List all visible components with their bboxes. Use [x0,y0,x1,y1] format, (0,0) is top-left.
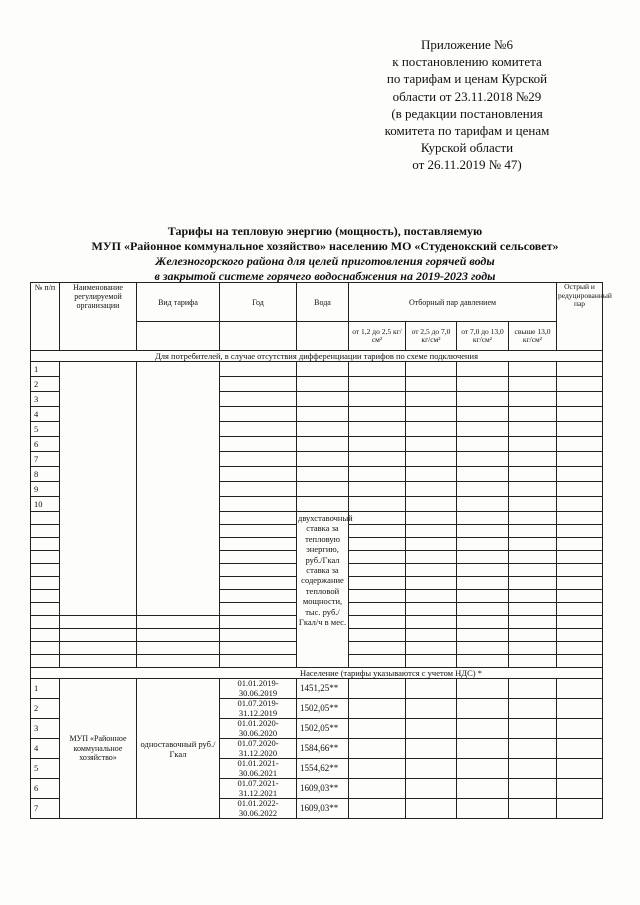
value-cell [349,799,406,819]
row-index: 1 [31,679,60,699]
value-cell [349,377,406,392]
header-cell [137,322,220,351]
value-cell [349,739,406,759]
value-cell [406,779,457,799]
row-index: 3 [31,392,60,407]
period-cell [349,577,406,590]
value-cell [349,616,406,629]
value-cell [349,407,406,422]
period-cell [220,452,297,467]
value-cell [457,719,509,739]
org-cell [220,538,297,551]
value-cell [406,799,457,819]
value-cell [406,679,457,699]
index-cell [31,603,60,616]
value-cell [557,377,603,392]
value-cell [557,679,603,699]
water-value: 1609,03** [297,799,349,819]
header-pressure: от 2,5 до 7,0 кг/см² [406,322,457,351]
title-line: Тарифы на тепловую энергию (мощность), поставляемую [167,224,483,238]
period-cell [137,616,220,629]
value-cell [509,655,557,668]
title-line: в закрытой системе горячего водоснабжения на 2019-2023 годы [154,269,496,283]
value-cell [509,392,557,407]
value-cell [557,616,603,629]
value-cell [406,577,457,590]
period-cell [220,362,297,377]
appendix-line: области от 23.11.2018 №29 [392,88,542,104]
row-index: 7 [31,452,60,467]
document-title [40,224,610,284]
value-cell [557,452,603,467]
title-line: МУП «Районное коммунальное хозяйство» населению МО «Студенокский сельсовет» [91,239,559,253]
value-cell [557,719,603,739]
row-index: 7 [31,799,60,819]
org-cell [60,616,137,629]
value-cell [297,497,349,512]
section-title: Для потребителей, в случае отсутствия дифференциации тарифов по схеме подключения [31,351,603,362]
value-cell [557,497,603,512]
value-cell [509,577,557,590]
value-cell [557,551,603,564]
value-cell [220,629,297,642]
water-value: 1554,62** [297,759,349,779]
value-cell [557,362,603,377]
water-value: 1584,66** [297,739,349,759]
period-cell [349,564,406,577]
value-cell [457,467,509,482]
value-cell [509,779,557,799]
period-cell [349,512,406,525]
value-cell [406,452,457,467]
value-cell [297,407,349,422]
appendix-line: по тарифам и ценам Курской [386,71,548,87]
value-cell [457,642,509,655]
index-cell [31,655,60,668]
value-cell [557,467,603,482]
header-steam: Отборный пар давлением [349,283,557,322]
value-cell [557,392,603,407]
value-cell [457,525,509,538]
value-cell [457,629,509,642]
value-cell [557,482,603,497]
value-cell [457,655,509,668]
value-cell [457,577,509,590]
period-cell: 01.01.2022-30.06.2022 [220,799,297,819]
value-cell [297,467,349,482]
value-cell [457,377,509,392]
value-cell [557,577,603,590]
value-cell [509,590,557,603]
period-cell [349,525,406,538]
value-cell [557,590,603,603]
index-cell [31,629,60,642]
org-cell [220,551,297,564]
org-cell [220,603,297,616]
value-cell [509,564,557,577]
two-part-label: двухставочный [298,513,353,523]
value-cell [509,467,557,482]
value-cell [457,551,509,564]
value-cell [349,467,406,482]
value-cell [509,512,557,525]
header-water: Вода [297,283,349,322]
value-cell [509,482,557,497]
water-value: 1502,05** [297,719,349,739]
value-cell [509,497,557,512]
index-cell [31,525,60,538]
value-cell [509,616,557,629]
period-cell [349,551,406,564]
header-org: Наименование регулируемой организации [60,283,137,351]
title-line: Железногорского района для целей приготовления горячей воды [155,254,495,268]
value-cell [349,482,406,497]
value-cell [457,437,509,452]
value-cell [406,407,457,422]
value-cell [557,779,603,799]
appendix-line: (в редакции постановления [391,105,543,121]
value-cell [509,422,557,437]
row-index: 4 [31,739,60,759]
value-cell [406,616,457,629]
org-cell [60,655,137,668]
value-cell [457,392,509,407]
period-cell [220,422,297,437]
value-cell [349,362,406,377]
period-cell [349,590,406,603]
row-index: 9 [31,482,60,497]
value-cell [457,590,509,603]
period-cell: 01.07.2021-31.12.2021 [220,779,297,799]
period-cell [220,467,297,482]
value-cell [349,699,406,719]
water-value: 1451,25** [297,679,349,699]
value-cell [349,497,406,512]
value-cell [557,512,603,525]
value-cell [457,759,509,779]
row-index: 5 [31,759,60,779]
value-cell [406,377,457,392]
value-cell [349,629,406,642]
value-cell [457,497,509,512]
value-cell [406,525,457,538]
header-pressure: свыше 13,0 кг/см² [509,322,557,351]
value-cell [297,392,349,407]
value-cell [406,512,457,525]
value-cell [457,779,509,799]
row-index: 2 [31,699,60,719]
row-index: 4 [31,407,60,422]
tariff-type-cell [137,362,220,616]
value-cell [457,699,509,719]
value-cell [349,452,406,467]
value-cell [220,616,297,629]
value-cell [349,679,406,699]
header-year: Год [220,283,297,322]
row-index: 3 [31,719,60,739]
org-cell [220,564,297,577]
value-cell [406,719,457,739]
appendix-line: от 26.11.2019 № 47) [412,157,522,173]
period-cell: 01.07.2020-31.12.2020 [220,739,297,759]
row-index: 6 [31,779,60,799]
value-cell [457,362,509,377]
org-cell [220,577,297,590]
period-cell [220,377,297,392]
header-num: № п/п [31,283,60,351]
value-cell [297,452,349,467]
value-cell [349,437,406,452]
header-sharp-steam: Острый и редуцированный пар [557,283,603,351]
period-cell: 01.01.2019-30.06.2019 [220,679,297,699]
row-index: 1 [31,362,60,377]
organization-name: МУП «Районное коммунальное хозяйство» [60,679,137,819]
value-cell [557,538,603,551]
value-cell [457,603,509,616]
value-cell [297,422,349,437]
index-cell [31,538,60,551]
value-cell [557,603,603,616]
header-cell [297,322,349,351]
period-cell [220,407,297,422]
period-cell [137,629,220,642]
value-cell [457,739,509,759]
value-cell [406,655,457,668]
header-pressure: от 1,2 до 2,5 кг/см² [349,322,406,351]
value-cell [297,437,349,452]
value-cell [509,679,557,699]
index-cell [31,551,60,564]
value-cell [557,642,603,655]
value-cell [457,422,509,437]
value-cell [509,603,557,616]
org-cell [60,629,137,642]
value-cell [509,739,557,759]
period-cell [220,437,297,452]
period-cell [349,603,406,616]
value-cell [557,437,603,452]
value-cell [406,551,457,564]
period-cell [349,538,406,551]
value-cell [349,392,406,407]
value-cell [457,564,509,577]
value-cell [406,603,457,616]
value-cell [557,699,603,719]
two-part-tariff-cell [297,512,353,668]
value-cell [509,437,557,452]
value-cell [557,564,603,577]
value-cell [509,525,557,538]
value-cell [509,377,557,392]
value-cell [509,629,557,642]
org-cell [60,642,137,655]
value-cell [557,422,603,437]
row-index: 2 [31,377,60,392]
period-cell: 01.01.2021-30.06.2021 [220,759,297,779]
section-row [31,668,603,679]
table-row [31,679,603,699]
value-cell [457,799,509,819]
value-cell [297,377,349,392]
value-cell [406,362,457,377]
value-cell [509,759,557,779]
appendix-line: к постановлению комитета [392,54,542,70]
value-cell [557,655,603,668]
water-value: 1502,05** [297,699,349,719]
index-cell [31,577,60,590]
header-cell [220,322,297,351]
period-cell [220,482,297,497]
value-cell [349,759,406,779]
period-cell [137,655,220,668]
water-value: 1609,03** [297,779,349,799]
tariff-table [30,282,612,819]
appendix-header [352,36,582,174]
row-index: 5 [31,422,60,437]
index-cell [31,642,60,655]
period-cell: 01.07.2019-31.12.2019 [220,699,297,719]
value-cell [509,642,557,655]
row-index: 6 [31,437,60,452]
value-cell [406,642,457,655]
value-cell [406,422,457,437]
value-cell [220,642,297,655]
value-cell [557,407,603,422]
energy-rate-label: ставка за тепловую энергию, руб./Гкал [305,523,340,565]
header-pressure: от 7,0 до 13,0 кг/см² [457,322,509,351]
header-row [31,283,603,322]
value-cell [457,452,509,467]
period-cell: 01.01.2020-30.06.2020 [220,719,297,739]
value-cell [457,407,509,422]
value-cell [509,407,557,422]
value-cell [509,538,557,551]
org-cell [60,362,137,616]
value-cell [406,564,457,577]
period-cell [220,497,297,512]
value-cell [457,538,509,551]
value-cell [406,629,457,642]
value-cell [349,655,406,668]
value-cell [509,699,557,719]
value-cell [297,362,349,377]
section-row [31,351,603,362]
value-cell [557,799,603,819]
index-cell [31,616,60,629]
value-cell [406,538,457,551]
index-cell [31,590,60,603]
index-cell [31,512,60,525]
appendix-line: комитета по тарифам и ценам [384,123,550,139]
value-cell [297,482,349,497]
value-cell [349,779,406,799]
value-cell [406,590,457,603]
value-cell [557,525,603,538]
section-title: Население (тарифы указываются с учетом НДС) * [31,668,603,679]
value-cell [509,362,557,377]
value-cell [406,437,457,452]
value-cell [349,422,406,437]
appendix-line: Курской области [420,140,514,156]
capacity-rate-label: ставка за содержание тепловой мощности, тыс. руб./Гкал/ч в мес. [298,565,347,628]
value-cell [509,452,557,467]
value-cell [406,392,457,407]
value-cell [457,679,509,699]
value-cell [406,467,457,482]
header-tariff-type: Вид тарифа [137,283,220,322]
org-cell [220,525,297,538]
index-cell [31,564,60,577]
value-cell [509,719,557,739]
org-cell [220,512,297,525]
value-cell [406,739,457,759]
value-cell [406,482,457,497]
value-cell [509,799,557,819]
org-cell [220,590,297,603]
value-cell [457,616,509,629]
row-index: 10 [31,497,60,512]
value-cell [349,719,406,739]
value-cell [349,642,406,655]
value-cell [457,482,509,497]
value-cell [457,512,509,525]
row-index: 8 [31,467,60,482]
value-cell [406,497,457,512]
value-cell [220,655,297,668]
value-cell [557,759,603,779]
value-cell [557,739,603,759]
appendix-line: Приложение №6 [421,37,513,52]
value-cell [406,699,457,719]
value-cell [406,759,457,779]
tariff-type-single: одноставочный руб./Гкал [137,679,220,819]
period-cell [220,392,297,407]
period-cell [137,642,220,655]
value-cell [509,551,557,564]
value-cell [557,629,603,642]
